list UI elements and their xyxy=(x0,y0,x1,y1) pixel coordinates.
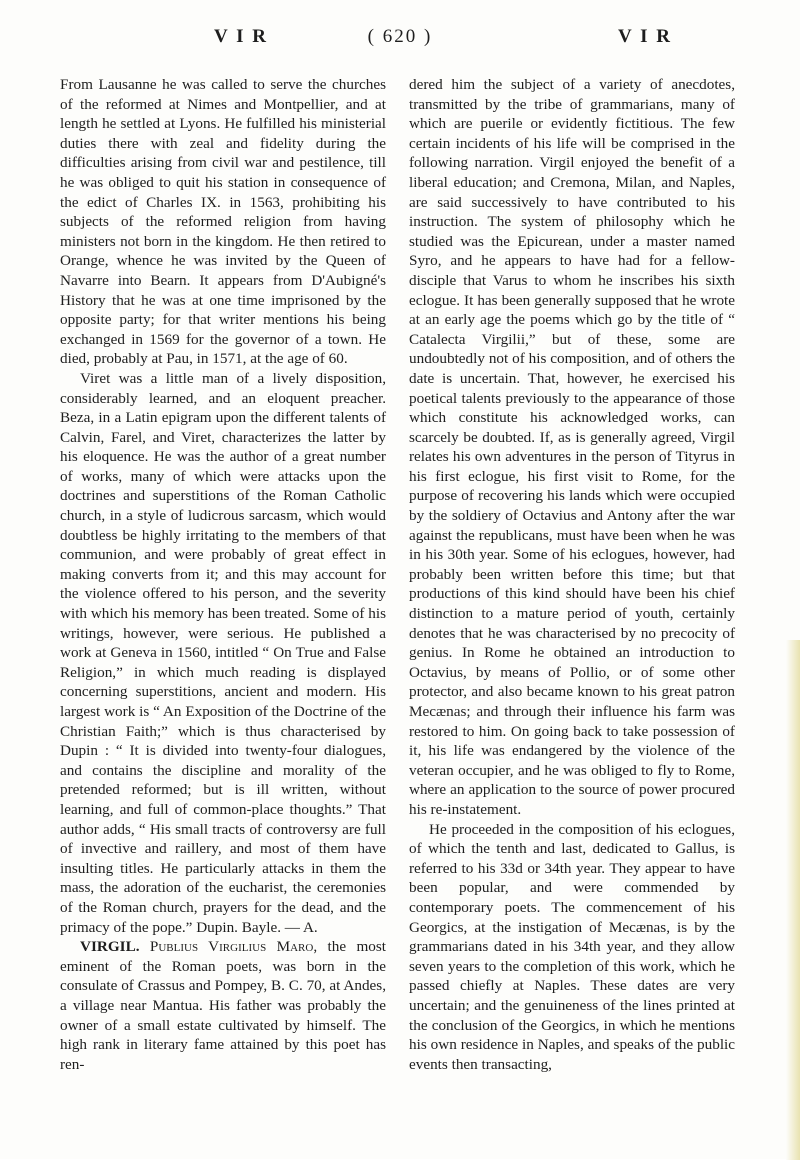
paragraph-viret-career: From Lausanne he was called to serve the churches of the reformed at Nimes and Montpellier, and at length he settled at Lyons. He fulfilled his ministerial duties there with zeal and fidelity during the difficulties arising from civil war and pestilence, till he was obliged to quit his station in consequence of the edict of Charles IX. in 1563, prohibiting his subjects of the reformed religion from having ministers not born in the kingdom. He then retired to Orange, whence he was invited by the Queen of Navarre into Bearn. It appears from D'Aubigné's History that he was at one time imprisoned by the opposite party; for that writer mentions his being exchanged in 1569 for the governor of a town. He died, probably at Pau, in 1571, at the age of 60. xyxy=(60,76,386,368)
paragraph-virgil-eclogues: He proceeded in the composition of his eclogues, of which the tenth and last, dedicated to Gallus, is referred to his 33d or 34th year. They appear to have been popular, and were commended by contemporary poets. The commencement of his Georgics, at the instigation of Mecænas, is by the grammarians dated in his 34th year, and they allow seven years to the completion of this work, which he passed chiefly at Naples. These dates are very uncertain; and the genuineness of the lines printed at the conclusion of the Georgics, in which he mentions his own residence in Naples, and speaks of the public events then transacting, xyxy=(409,820,735,1073)
left-column xyxy=(60,75,386,1074)
header-right-word: V I R xyxy=(618,26,672,47)
page-edge-stain xyxy=(786,640,800,1160)
header-left-word: V I R xyxy=(214,26,268,47)
paragraph-virgil-entry xyxy=(60,937,386,1074)
entry-full-name: Publius Virgilius Maro, xyxy=(149,938,318,956)
paragraph-virgil-early-life: dered him the subject of a variety of anecdotes, transmitted by the tribe of grammarians, many of which are puerile or evidently fictitious. The few certain incidents of his life will be comprised in the following narration. Virgil enjoyed the benefit of a liberal education; and Cremona, Milan, and Naples, are said successively to have contributed to his instruction. The system of philosophy which he studied was the Epicurean, under a master named Syro, and he appears to have had for a fellow-disciple that Varus to whom he inscribes his sixth eclogue. It has been generally supposed that he wrote at an early age the poems which go by the title of “ Catalecta Virgilii,” but of these, some are undoubtedly not of his composition, and of others the date is uncertain. That, however, he exercised his poetical talents previously to the appearance of those which constitute his acknowledged works, can scarcely be doubted. If, as is generally agreed, Virgil relates his own adventures in the person of Tityrus in his first eclogue, his first visit to Rome, for the purpose of recovering his lands which were occupied by the soldiery of Octavius and Antony after the war against the republicans, must have been when he was in his 30th year. Some of his eclogues, however, had probably been written before this time; but that productions of this kind should have been his chief distinction to a mature period of youth, certainly denotes that he was characterised by no precocity of genius. In Rome he obtained an introduction to Octavius, by means of Pollio, or of some other protector, and also became known to his great patron Mecænas; and through their influence his farm was restored to him. On going back to take possession of it, his life was endangered by the violence of the veteran occupier, and he was obliged to fly to Rome, where an application to the source of power procured his re-instatement. xyxy=(409,76,735,818)
entry-heading-virgil: VIRGIL. xyxy=(80,938,140,956)
right-column xyxy=(409,75,735,1074)
entry-text: the most eminent of the Roman poets, was born in the consulate of Crassus and Pompey, B. C. 70, at Andes, a village near Mantua. His father was probably the owner of a small estate cultivated by himself. The high rank in literary fame attained by this poet has ren- xyxy=(60,938,386,1073)
page-number: ( 620 ) xyxy=(367,26,433,47)
running-header xyxy=(60,26,740,56)
paragraph-viret-character: Viret was a little man of a lively disposition, considerably learned, and an eloquent preacher. Beza, in a Latin epigram upon the different talents of Calvin, Farel, and Viret, characterizes the latter by his eloquence. He was the author of a great number of works, many of which were attacks upon the doctrines and superstitions of the Roman Catholic church, in a style of ludicrous sarcasm, which would doubtless be highly irritating to the members of that communion, and were probably of great effect in making converts from it; and this may account for the violence offered to his person, and the severity with which his memory has been treated. Some of his writings, however, were serious. He published a work at Geneva in 1560, intitled “ On True and False Religion,” in which much reading is displayed concerning superstitions, ancient and modern. His largest work is “ An Exposition of the Doctrine of the Christian Faith;” which is thus characterised by Dupin : “ It is divided into twenty-four dialogues, and contains the discipline and morality of the pretended reformed; but is ill written, without learning, and full of common-place thoughts.” That author adds, “ His small tracts of controversy are full of invective and raillery, and most of them have insulting titles. He particularly attacks in them the mass, the adoration of the eucharist, the ceremonies of the Roman church, prayers for the dead, and the primacy of the pope.” Dupin. Bayle. — A. xyxy=(60,369,386,936)
